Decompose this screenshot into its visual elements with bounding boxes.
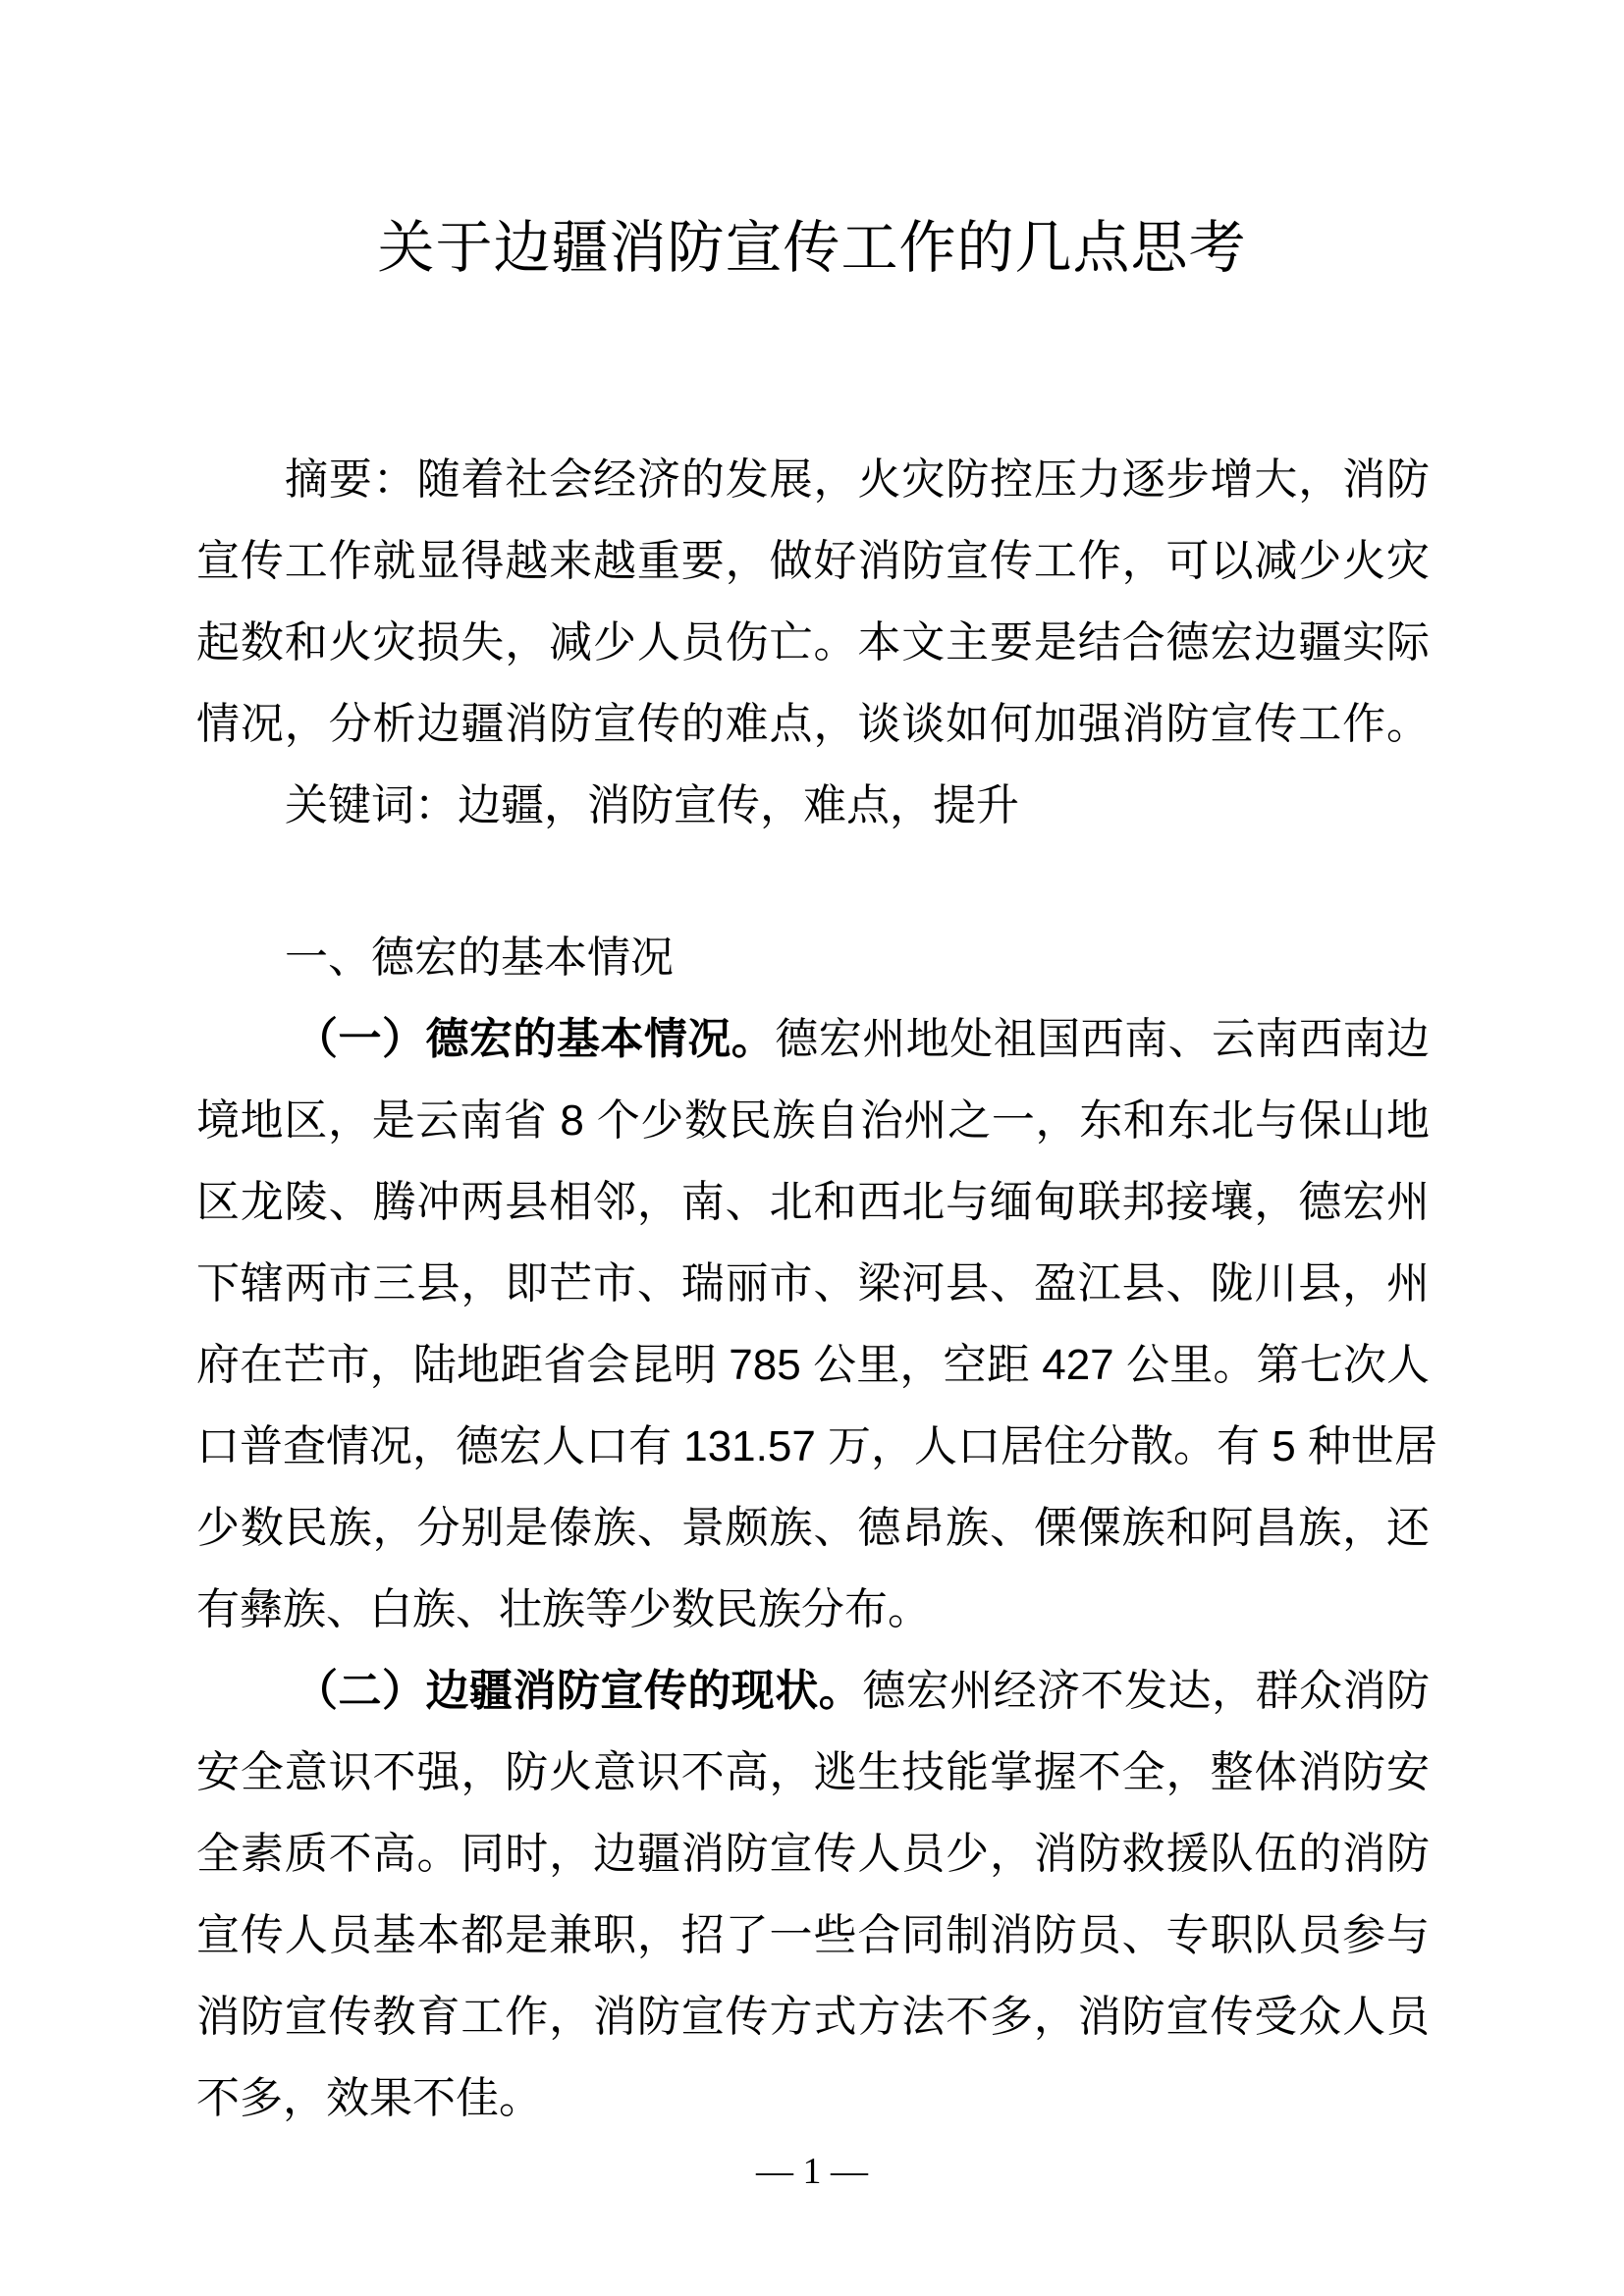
section-heading: 一、德宏的基本情况	[285, 934, 674, 982]
paragraph-line: 有彝族、白族、壮族等少数民族分布。	[196, 1585, 931, 1633]
paragraph-2-lead: （二）边疆消防宣传的现状。	[295, 1667, 863, 1715]
section-1	[196, 917, 1437, 2139]
document-title: 关于边疆消防宣传工作的几点思考	[377, 216, 1247, 280]
abstract-line: 起数和火灾损失，减少人员伤亡。本文主要是结合德宏边疆实际	[196, 618, 1430, 667]
paragraph-line: 不多，效果不佳。	[196, 2074, 542, 2122]
paragraph-line: 宣传人员基本都是兼职，招了一些合同制消防员、专职队员参与	[196, 1911, 1430, 1959]
abstract-line: 摘要：随着社会经济的发展，火灾防控压力逐步增大，消防	[285, 455, 1430, 504]
abstract	[196, 439, 1430, 846]
paragraph-1-first-line	[196, 998, 1430, 1080]
abstract-line: 情况，分析边疆消防宣传的难点，谈谈如何加强消防宣传工作。	[196, 700, 1430, 748]
paragraph-1-lead: （一）德宏的基本情况。	[295, 1015, 776, 1063]
paragraph-line: 府在芒市，陆地距省会昆明 785 公里，空距 427 公里。第七次人	[196, 1341, 1430, 1389]
paragraph-line: 全素质不高。同时，边疆消防宣传人员少，消防救援队伍的消防	[196, 1830, 1430, 1878]
paragraph-line: 境地区，是云南省 8 个少数民族自治州之一，东和东北与保山地	[196, 1096, 1430, 1145]
paragraph-line: 安全意识不强，防火意识不高，逃生技能掌握不全，整体消防安	[196, 1748, 1430, 1796]
paragraph-line: 区龙陵、腾冲两县相邻，南、北和西北与缅甸联邦接壤，德宏州	[196, 1178, 1430, 1226]
paragraph-1-text: 德宏州地处祖国西南、云南西南边	[775, 1015, 1430, 1063]
paragraph-line: 下辖两市三县，即芒市、瑞丽市、梁河县、盈江县、陇川县，州	[196, 1259, 1430, 1308]
paragraph-line: 少数民族，分别是傣族、景颇族、德昂族、傈僳族和阿昌族，还	[196, 1504, 1430, 1552]
paragraph-line: 口普查情况，德宏人口有 131.57 万，人口居住分散。有 5 种世居	[196, 1422, 1437, 1470]
abstract-line: 宣传工作就显得越来越重要，做好消防宣传工作，可以减少火灾	[196, 537, 1430, 585]
paragraph-line: 消防宣传教育工作，消防宣传方式方法不多，消防宣传受众人员	[196, 1993, 1430, 2041]
keywords: 关键词：边疆，消防宣传，难点，提升	[285, 781, 1019, 829]
paragraph-2-text: 德宏州经济不发达，群众消防	[862, 1667, 1431, 1715]
page-number: — 1 —	[756, 2151, 868, 2192]
paragraph-2-first-line	[196, 1650, 1430, 1732]
